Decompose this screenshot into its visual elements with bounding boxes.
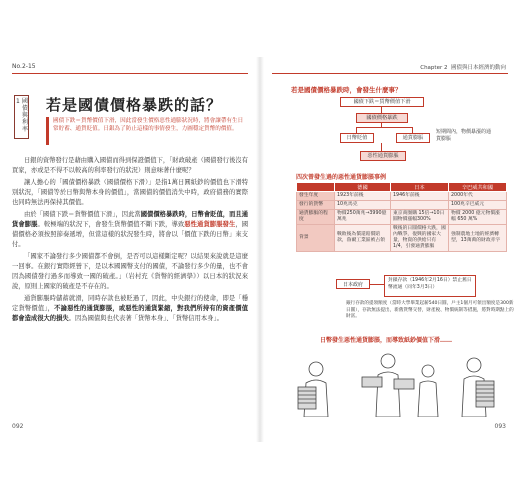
text-run: ，國債價格必須按照節奏遞增，但當這樣的狀況發生時，將會以「價值下跌的日幣」來支付。 xyxy=(12,221,249,248)
side-tab-col1: 國債與利率 xyxy=(22,98,29,133)
table-header xyxy=(297,183,335,192)
table-cell: 強制農地土地的經濟轉型，13萬萬的財政赤字 xyxy=(449,225,507,252)
table-cell: 10兆馬克 xyxy=(335,201,391,210)
running-head xyxy=(420,63,506,71)
page-number-right: 093 xyxy=(494,423,506,430)
side-tab-col2: 1 xyxy=(16,98,20,105)
side-note: 短期間內，物價暴漲的通貨膨脹 xyxy=(436,129,492,142)
paragraph: 日銀的資幣發行是藉由購入國債而得到保證價值下，「財政破產（國債發行後沒有買家，亦或是不得不以較高的利率發行的狀況）則意味著什麼呢？ xyxy=(12,157,248,174)
table-cell xyxy=(391,201,449,210)
table-cell: 戰後的日圓價格大跌，國內戰爭，復興的國家大量，物資的供給只有1/4，引發通貨膨脹 xyxy=(391,225,449,252)
table-header: 辛巴威共和國 xyxy=(449,183,507,192)
paragraph xyxy=(12,210,248,250)
paragraph xyxy=(12,294,248,324)
right-page xyxy=(260,57,520,442)
connector-line xyxy=(370,284,384,285)
book-gutter xyxy=(256,57,264,442)
table-row xyxy=(297,201,507,210)
row-label: 背景 xyxy=(297,225,335,252)
paragraph: 讓人擔心的「國債價格暴跌（國債價格下滑）」是指1萬日圓紙鈔的價值也下滑特別狀況，「國債等於日幣與幣本身的價值」，當國債的價值消失中時，政府債務的實際也同時無法再保持其價值。 xyxy=(12,179,248,206)
flow-box-hyperinflation: 惡性通貨膨脹 xyxy=(360,151,406,161)
flow-arrow xyxy=(381,123,382,127)
table-row xyxy=(297,210,507,225)
flow-box-start: 國債下跌＝貨幣價值下滑 xyxy=(340,97,424,107)
person-center-icon xyxy=(362,354,414,417)
table-header: 日本 xyxy=(391,183,449,192)
flow-box-depreciation: 日幣貶值 xyxy=(340,133,374,143)
bank-withdrawal-note: 銀行存款的提領額度（當時大學畢業起薪540日圓，戶主1個月可領出額度是300新日圓），存款無法提出，新舊貨幣交替，財產稅、物價統制等措施，將對時期點上的財富。 xyxy=(346,301,514,319)
header-rule-left xyxy=(12,73,248,74)
table-cell: 戰敗後為償還賠償賠款，魯爾工業區被占領 xyxy=(335,225,391,252)
table-cell: 2000年代 xyxy=(449,192,507,201)
illustration-people-with-money xyxy=(296,347,496,417)
row-label: 發生年度 xyxy=(297,192,335,201)
page-number-left: 092 xyxy=(12,423,24,430)
row-label: 發行的貨幣 xyxy=(297,201,335,210)
left-page xyxy=(0,57,260,442)
book-spread xyxy=(0,57,520,442)
japan-government-box: 日本政府 xyxy=(336,279,370,289)
person-right-icon xyxy=(462,358,494,417)
running-head-chapter: Chapter 2 xyxy=(420,65,448,71)
page-title: 若是國債價格暴跌的話？ xyxy=(46,96,223,114)
emphasis-text: 國債價格暴跌時，日幣會貶值，而且通貨會膨脹 xyxy=(12,211,249,228)
highlight-text: 惡性通貨膨脹發生 xyxy=(184,221,236,228)
paragraph: 「國家不論發行多少國債都不會倒，是否可以這樣斷定呢？以結果來說就是這麼一回事。在銀行實際經營下，是以本國國幣支付的國債，不論發行多少的量，也不會因為國債發行過多而導致一國的破產。」（岩村充《貨幣的經濟學》）以日本的狀況來說，原則上國家的破產是不存在的。 xyxy=(12,253,248,290)
flow-branch-line xyxy=(356,127,412,128)
table-header: 德國 xyxy=(335,183,391,192)
section-side-tab xyxy=(14,95,29,139)
flow-arrow xyxy=(381,143,382,151)
text-run: 通貨膨脹時儲蓄就滑，同時存款也被貶過了，因此，中央銀行的使命，即是「穩定貨幣價值」， xyxy=(12,295,248,312)
person-left-icon xyxy=(298,362,328,417)
table-cell: 物價 2000 億元物價漲幅 650 萬% xyxy=(449,210,507,225)
flow-box-crash: 國債價格暴跌 xyxy=(356,113,408,123)
table-cell: 東京商圈購 15倍→10日圓物價漲幅300% xyxy=(391,210,449,225)
table-cell: 1946年前後 xyxy=(391,192,449,201)
text-run: 由於「國債下跌＝貨幣價值下滑」，因此當 xyxy=(24,211,141,218)
table-row xyxy=(297,192,507,201)
table-cell: 100兆辛巴威元 xyxy=(449,201,507,210)
body-text xyxy=(12,156,248,326)
running-head-title: 國債與日本經濟的動向 xyxy=(450,65,506,71)
table-title: 四次曾發生過的惡性通貨膨脹事例 xyxy=(296,174,387,181)
person-mid-icon xyxy=(418,365,438,417)
flow-box-inflation: 通貨膨脹 xyxy=(396,133,430,143)
text-run: 。較極端的狀況下，會發生貨幣價值不斷下跌，導致 xyxy=(37,221,185,228)
diagram-title: 若是國債價格暴跌時，會發生什麼事？ xyxy=(291,86,402,94)
deposit-freeze-note: 封鎖存款（1946年2月16日）禁止舊日幣流通（同年3月3日） xyxy=(384,275,476,297)
table-cell: 1923年前後 xyxy=(335,192,391,201)
emphasis-text: 不論惡性的通貨膨脹，或惡性的通貨緊縮，對我們所持有的資產價值都會造成很大的損失 xyxy=(12,305,249,322)
row-label: 通貨膨脹的程度 xyxy=(297,210,335,225)
illustration-caption: 日幣發生惡性通貨膨脹，而導致紙鈔價值下滑…… xyxy=(320,337,453,344)
lead-paragraph: 國債下跌＝貨幣價值下滑，因此當發生價格惡性通膨狀況時，將會讓帶有生日常貯蓄、通貨貶值。日銀為了防止這樣的事情發生，力圖穩定貨幣的價值。 xyxy=(46,117,246,145)
table-row xyxy=(297,225,507,252)
header-rule-right xyxy=(272,73,508,74)
hyperinflation-table xyxy=(296,182,507,252)
table-cell: 物價250萬兆→3990億萬兆 xyxy=(335,210,391,225)
chapter-number: No.2-15 xyxy=(12,63,36,70)
text-run: 。因為國債與也代表著「貨幣本身」、「貨幣信用本身」。 xyxy=(68,315,223,322)
